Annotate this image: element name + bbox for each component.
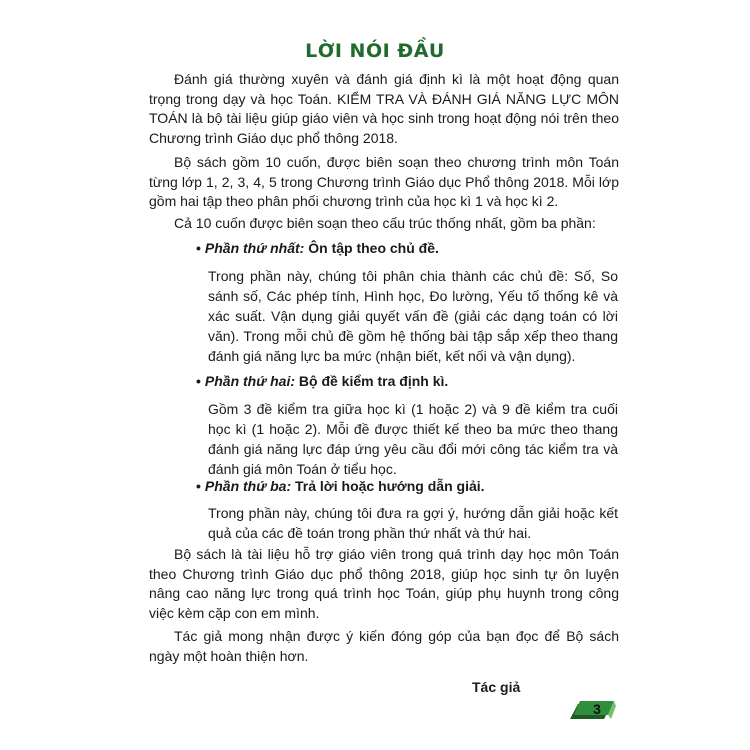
bullet-icon: • (196, 373, 201, 389)
closing-paragraph-2: Tác giả mong nhận được ý kiến đóng góp của bạn đọc để Bộ sách ngày một hoàn thiện hơn. (149, 628, 619, 664)
part-3-label: Phần thứ ba: (204, 478, 292, 494)
part-2-label: Phần thứ hai: (204, 373, 296, 389)
part-1-title: Ôn tập theo chủ đề. (308, 240, 439, 256)
bullet-icon: • (196, 240, 201, 256)
part-1-label: Phần thứ nhất: (204, 240, 305, 256)
page-number: 3 (593, 701, 601, 717)
intro-paragraph-1: Đánh giá thường xuyên và đánh giá định kì là một hoạt động quan trọng trong dạy và học Toán. KIỂM TRA VÀ ĐÁNH GIÁ NĂNG LỰC MÔN TOÁN là bộ tài liệu giúp giáo viên và học sinh trong hoạt động nói trên theo Chương trình Giáo dục phổ thông 2018. (149, 71, 619, 146)
part-3-heading (196, 477, 626, 496)
part-1-body: Trong phần này, chúng tôi phân chia thành các chủ đề: Số, So sánh số, Các phép tính, Hình học, Đo lường, Yếu tố thống kê và xác suất. Vận dụng giải quyết vấn đề (giải các dạng toán có lời văn). Trong mỗi chủ đề gồm hệ thống bài tập sắp xếp theo thang đánh giá năng lực ba mức (nhận biết, kết nối và vận dụng). (208, 268, 618, 364)
part-3-body: Trong phần này, chúng tôi đưa ra gợi ý, hướng dẫn giải hoặc kết quả của các đề toán trong phần thứ nhất và thứ hai. (208, 505, 618, 541)
intro-paragraph-3: Cả 10 cuốn được biên soạn theo cấu trúc thống nhất, gồm ba phần: (174, 215, 596, 231)
part-2-title: Bộ đề kiểm tra định kì. (298, 373, 449, 389)
page-number-tab (568, 698, 618, 722)
part-2-body: Gồm 3 đề kiểm tra giữa học kì (1 hoặc 2) và 9 đề kiểm tra cuối học kì (1 hoặc 2). Mỗi đề được thiết kế theo ba mức theo thang đánh giá năng lực đáp ứng yêu cầu đổi mới công tác kiểm tra và đánh giá môn Toán ở tiểu học. (208, 401, 618, 477)
part-1-heading (196, 239, 626, 258)
part-3-title: Trả lời hoặc hướng dẫn giải. (295, 478, 485, 494)
bullet-icon: • (196, 478, 201, 494)
closing-paragraph-1: Bộ sách là tài liệu hỗ trợ giáo viên trong quá trình dạy học môn Toán theo Chương trình Giáo dục phổ thông 2018, giúp học sinh tự ôn luyện nâng cao năng lực trong quá trình học Toán, giúp phụ huynh trong công việc kèm cặp con em mình. (149, 546, 619, 621)
page-title: LỜI NÓI ĐẦU (305, 40, 445, 62)
part-2-heading (196, 372, 626, 391)
intro-paragraph-2: Bộ sách gồm 10 cuốn, được biên soạn theo chương trình môn Toán từng lớp 1, 2, 3, 4, 5 trong Chương trình Giáo dục Phổ thông 2018. Mỗi lớp gồm hai tập theo phân phối chương trình của học kì 1 và học kì 2. (149, 154, 619, 209)
author-signature: Tác giả (472, 679, 521, 695)
